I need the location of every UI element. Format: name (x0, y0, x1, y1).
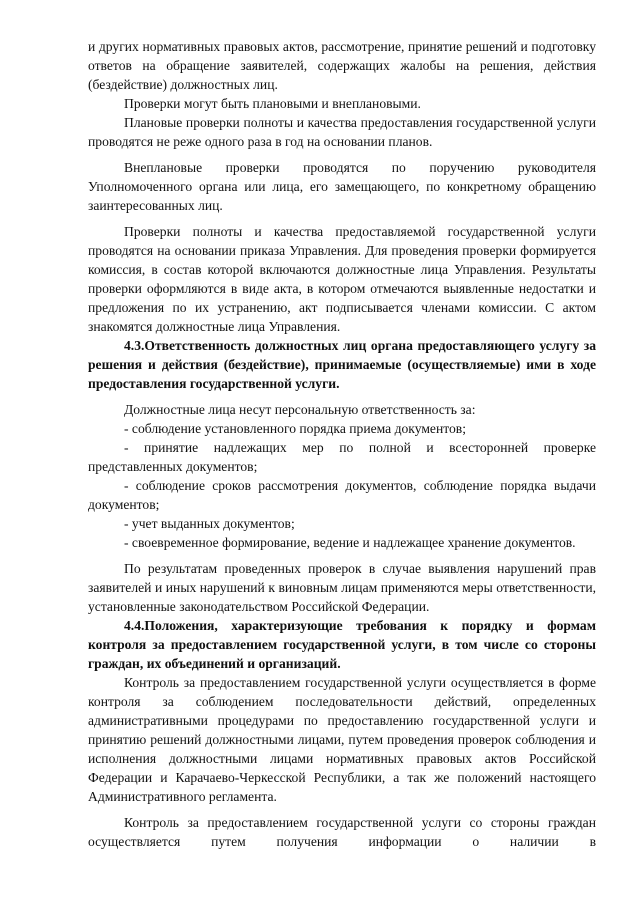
list-item: - принятие надлежащих мер по полной и всесторонней проверке представленных документов; (88, 440, 596, 474)
paragraph-other-acts: и других нормативных правовых актов, рассмотрение, принятие решений и подготовку ответов на обращение заявителей, содержащих жалобы на решения, действия (бездействие) должностных лиц. (88, 39, 596, 92)
section-heading-4-4: 4.4.Положения, характеризующие требования к порядку и формам контроля за предоставлением государственной услуги, в том числе со стороны граждан, их объединений и организаций. (88, 618, 596, 671)
paragraph-responsibility-intro: Должностные лица несут персональную ответственность за: (124, 402, 476, 417)
paragraph-inspection-types: Проверки могут быть плановыми и внеплановыми. (124, 96, 421, 111)
list-item: - соблюдение установленного порядка приема документов; (124, 421, 466, 436)
paragraph-citizen-control: Контроль за предоставлением государственной услуги со стороны граждан осуществляется путем получения информации о наличии в (88, 815, 596, 849)
paragraph-inspection-procedure: Проверки полноты и качества предоставляемой государственной услуги проводятся на основании приказа Управления. Для проведения проверки формируется комиссия, в состав которой включаются должностные лица Управления. Результаты проверки оформляются в виде акта, в котором отмечаются выявленные недостатки и предложения по их устранению, акт подписывается членами комиссии. С актом знакомятся должностные лица Управления. (88, 224, 596, 334)
paragraph-sanctions: По результатам проведенных проверок в случае выявления нарушений прав заявителей и иных нарушений к виновным лицам применяются меры ответственности, установленные законодательством Российской Федерации. (88, 561, 596, 614)
paragraph-unplanned-inspections: Внеплановые проверки проводятся по поручению руководителя Уполномоченного органа или лица, его замещающего, по конкретному обращению заинтересованных лиц. (88, 160, 596, 213)
section-heading-4-3: 4.3.Ответственность должностных лиц органа предоставляющего услугу за решения и действия (бездействие), принимаемые (осуществляемые) ими в ходе предоставления государственной услуги. (88, 338, 596, 391)
list-item: - своевременное формирование, ведение и надлежащее хранение документов. (124, 535, 576, 550)
paragraph-planned-inspections: Плановые проверки полноты и качества предоставления государственной услуги проводятся не реже одного раза в год на основании планов. (88, 115, 596, 149)
list-item: - учет выданных документов; (124, 516, 295, 531)
paragraph-control-form: Контроль за предоставлением государственной услуги осуществляется в форме контроля за соблюдением последовательности действий, определенных административными процедурами по предоставлению государственной услуги и принятию решений должностными лицами, путем проведения проверок соблюдения и исполнения должностными лицами нормативных правовых актов Российской Федерации и Карачаево-Черкесской Республики, а так же положений настоящего Административного регламента. (88, 675, 596, 804)
list-item: - соблюдение сроков рассмотрения документов, соблюдение порядка выдачи документов; (88, 478, 596, 512)
